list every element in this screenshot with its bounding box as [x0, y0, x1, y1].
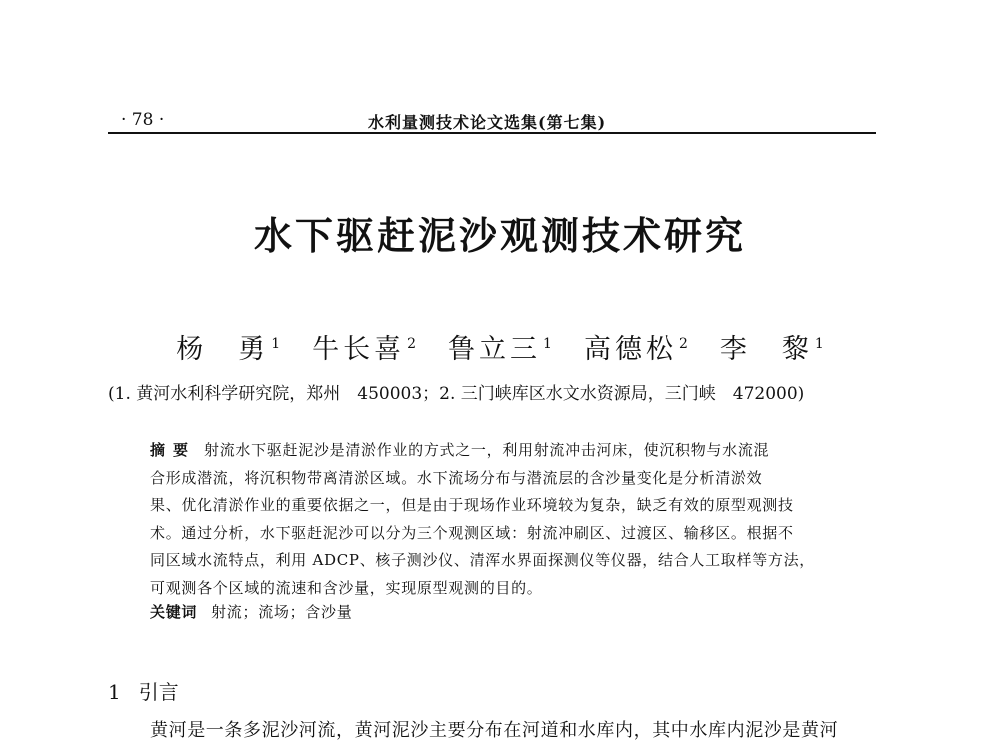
abstract-line: 术。通过分析，水下驱赶泥沙可以分为三个观测区域：射流冲刷区、过渡区、输移区。根据不 — [150, 523, 794, 542]
affiliations: (1. 黄河水利科学研究院，郑州 450003；2. 三门峡库区水文水资源局，三门峡 472000) — [108, 384, 805, 404]
header-rule — [108, 132, 876, 134]
paper-title: 水下驱赶泥沙观测技术研究 — [253, 214, 746, 258]
abstract-line: 合形成潜流，将沉积物带离清淤区域。水下流场分布与潜流层的含沙量变化是分析清淤效 — [150, 468, 763, 487]
author-3 — [448, 327, 552, 366]
running-title: 水利量测技术论文选集(第七集) — [368, 113, 607, 132]
section-title: 引言 — [138, 680, 179, 704]
author-name: 李 黎 — [719, 334, 813, 365]
author-4 — [584, 327, 688, 366]
author-5 — [720, 327, 824, 366]
section-heading — [108, 676, 179, 705]
author-name: 鲁立三 — [448, 334, 542, 365]
abstract-text: 射流水下驱赶泥沙是清淤作业的方式之一，利用射流冲击河床，使沉积物与水流混 — [204, 441, 770, 459]
abstract-line: 果、优化清淤作业的重要依据之一，但是由于现场作业环境较为复杂，缺乏有效的原型观测技 — [150, 496, 794, 514]
body-paragraph-line: 黄河是一条多泥沙河流，黄河泥沙主要分布在河道和水库内，其中水库内泥沙是黄河 — [150, 720, 839, 741]
author-affiliation-mark: 1 — [814, 336, 824, 352]
abstract-line: 可观测各个区域的流速和含沙量，实现原型观测的目的。 — [150, 578, 543, 597]
author-affiliation-mark: 2 — [678, 336, 688, 352]
author-list — [0, 327, 1000, 366]
author-2 — [312, 327, 416, 366]
keywords — [150, 601, 352, 622]
abstract — [150, 437, 840, 602]
author-name: 高德松 — [583, 334, 677, 365]
abstract-line — [150, 437, 840, 465]
section-number: 1 — [108, 680, 121, 704]
author-affiliation-mark: 2 — [407, 336, 417, 352]
author-affiliation-mark: 1 — [543, 336, 552, 352]
abstract-line: 同区域水流特点，利用 ADCP、核子测沙仪、清浑水界面探测仪等仪器，结合人工取样等方法， — [150, 551, 816, 569]
page-number: · 78 · — [121, 110, 165, 130]
keywords-label: 关键词 — [150, 603, 198, 621]
abstract-label: 摘要 — [150, 441, 197, 459]
author-name: 杨 勇 — [176, 334, 270, 365]
author-affiliation-mark: 1 — [271, 336, 281, 352]
author-name: 牛长喜 — [312, 334, 406, 365]
keywords-text: 射流；流场；含沙量 — [211, 603, 353, 621]
author-1 — [176, 327, 280, 366]
